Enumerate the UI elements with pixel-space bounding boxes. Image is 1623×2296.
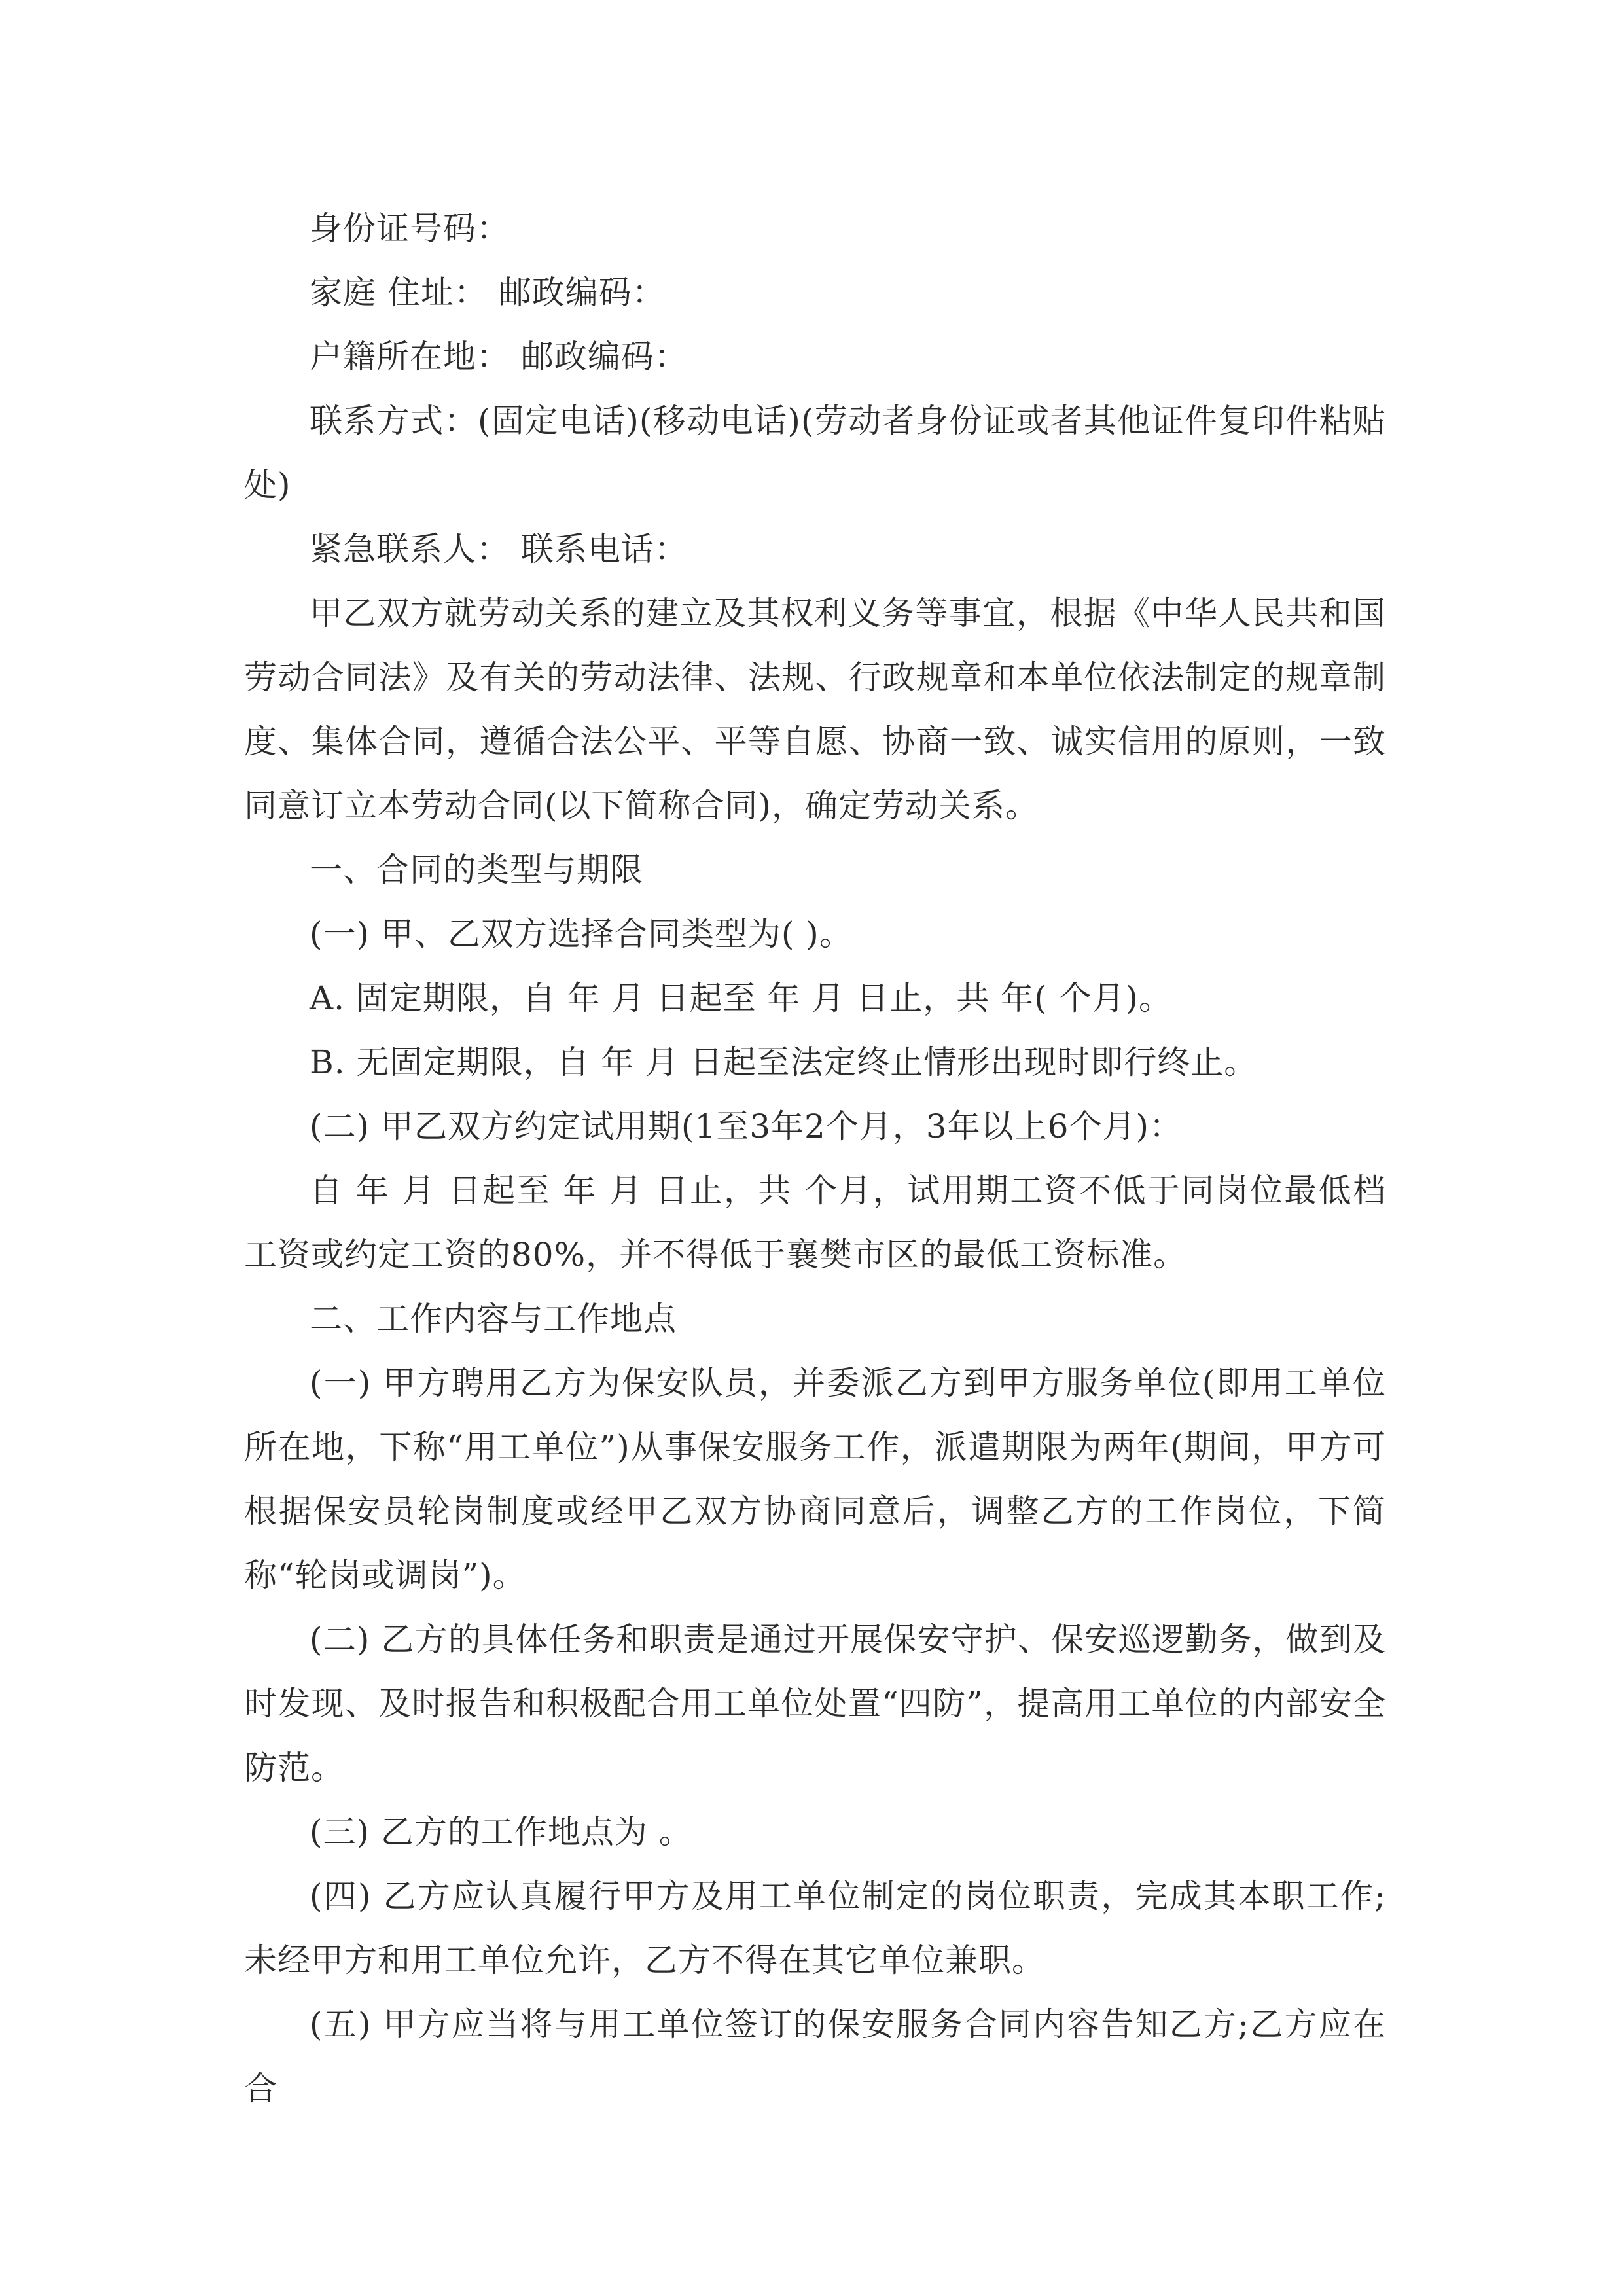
preamble-paragraph: 甲乙双方就劳动关系的建立及其权利义务等事宜，根据《中华人民共和国劳动合同法》及有关的劳动法律、法规、行政规章和本单位依法制定的规章制度、集体合同，遵循合法公平、平等自愿、协商一致、诚实信用的原则，一致同意订立本劳动合同(以下简称合同)，确定劳动关系。 (244, 594, 1386, 825)
option-a-fixed-term: A. 固定期限，自 年 月 日起至 年 月 日止，共 年( 个月)。 (310, 979, 1173, 1017)
clause-2-3: (三) 乙方的工作地点为 。 (310, 1813, 692, 1851)
section-2-heading: 二、工作内容与工作地点 (310, 1300, 677, 1338)
clause-1-1: (一) 甲、乙双方选择合同类型为( )。 (310, 915, 853, 953)
emergency-contact-line: 紧急联系人： 联系电话： (310, 530, 688, 568)
document-body (244, 196, 1386, 2121)
option-b-open-term: B. 无固定期限，自 年 月 日起至法定终止情形出现时即行终止。 (310, 1043, 1258, 1081)
id-number-line: 身份证号码： (310, 209, 510, 247)
clause-1-2-probation: (二) 甲乙双方约定试用期(1至3年2个月，3年以上6个月)： (310, 1107, 1183, 1145)
clause-2-2: (二) 乙方的具体任务和职责是通过开展保安守护、保安巡逻勤务，做到及时发现、及时报告和积极配合用工单位处置“四防”，提高用工单位的内部安全防范。 (244, 1621, 1386, 1787)
probation-details: 自 年 月 日起至 年 月 日止，共 个月，试用期工资不低于同岗位最低档工资或约定工资的80%，并不得低于襄樊市区的最低工资标准。 (244, 1172, 1386, 1274)
clause-2-5: (五) 甲方应当将与用工单位签订的保安服务合同内容告知乙方;乙方应在合 (244, 2005, 1386, 2108)
section-1-heading: 一、合同的类型与期限 (310, 851, 643, 889)
clause-2-1: (一) 甲方聘用乙方为保安队员，并委派乙方到甲方服务单位(即用工单位所在地，下称“用工单位”)从事保安服务工作，派遣期限为两年(期间，甲方可根据保安员轮岗制度或经甲乙双方协商同意后，调整乙方的工作岗位，下简称“轮岗或调岗”)。 (244, 1364, 1386, 1594)
clause-2-4: (四) 乙方应认真履行甲方及用工单位制定的岗位职责，完成其本职工作;未经甲方和用工单位允许，乙方不得在其它单位兼职。 (244, 1877, 1386, 1979)
home-address-line: 家庭 住址： 邮政编码： (310, 274, 666, 312)
household-registration-line: 户籍所在地： 邮政编码： (310, 338, 688, 376)
contact-info-line: 联系方式：(固定电话)(移动电话)(劳动者身份证或者其他证件复印件粘贴处) (244, 402, 1386, 504)
